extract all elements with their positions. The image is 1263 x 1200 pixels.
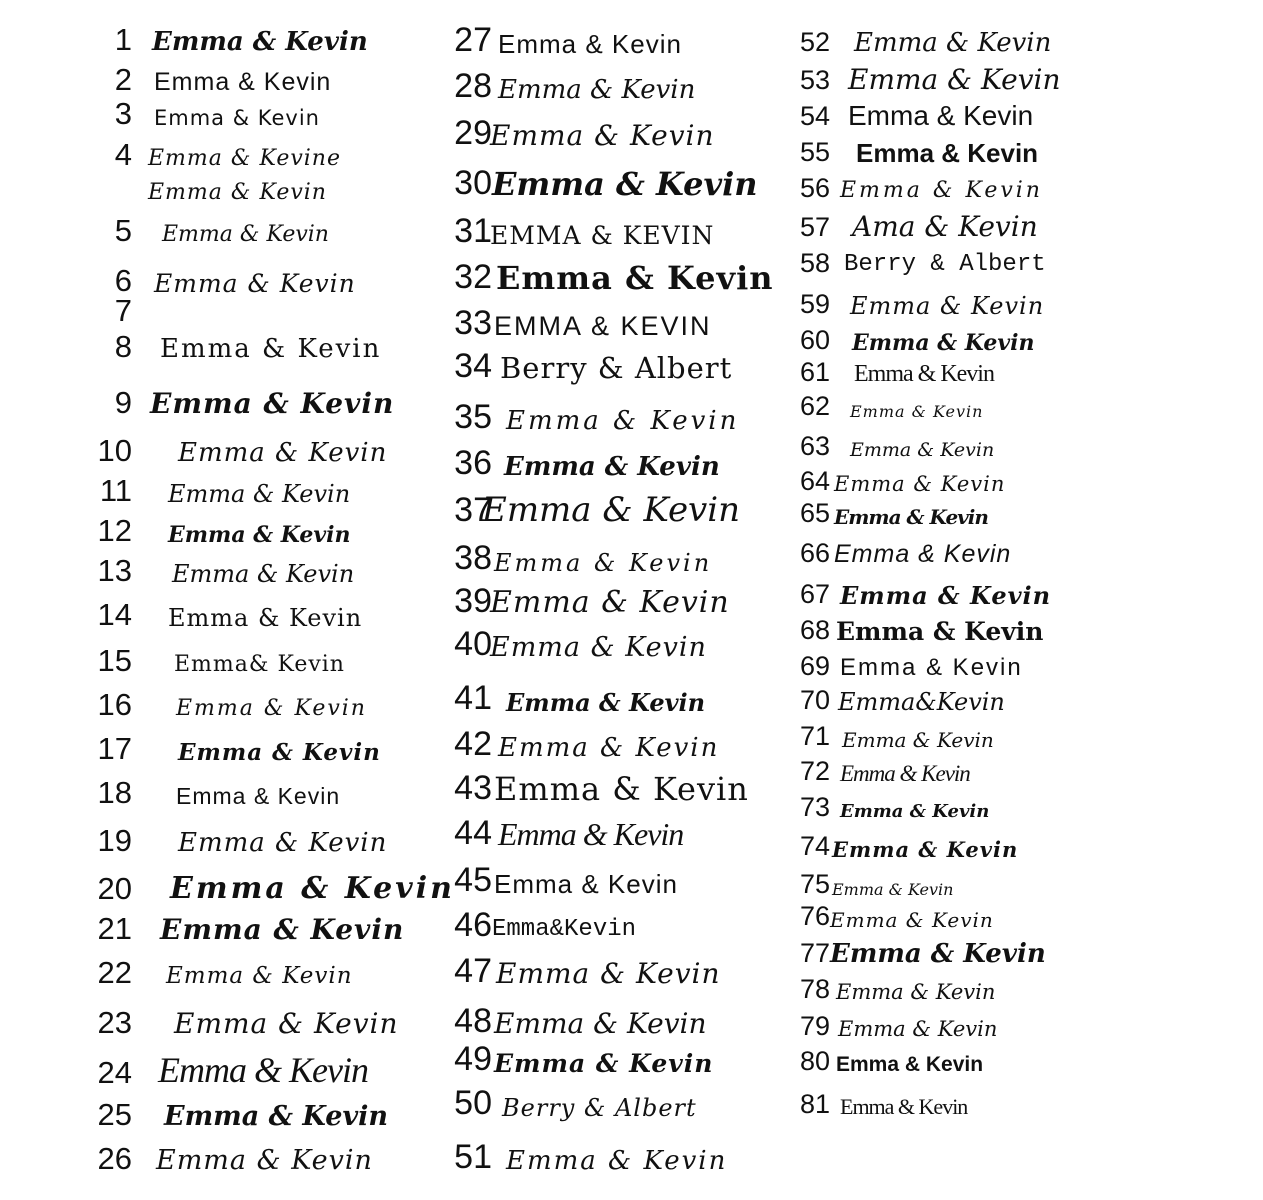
font-sample-entry [82, 546, 412, 586]
font-sample-text: EMMA & KEVIN [490, 221, 715, 250]
font-sample-text: Emma & Kevin [494, 549, 713, 577]
font-sample-entry [792, 201, 1122, 241]
font-sample-text: Emma & Kevin [494, 1007, 707, 1040]
font-sample-text: Emma & Kevin [158, 1050, 368, 1090]
font-sample-text: Emma & Kevin [498, 75, 696, 105]
font-number: 37 [454, 491, 492, 529]
font-sample-entry [792, 527, 1122, 567]
font-sample-text: Emma & Kevin [152, 27, 368, 57]
font-number: 52 [799, 27, 830, 57]
font-sample-entry [444, 487, 774, 530]
font-sample-text: Emma & Kevin [840, 1094, 968, 1119]
font-sample-entry [444, 300, 774, 340]
font-sample-entry [444, 621, 774, 661]
font-sample-text: Emma & Kevin [852, 330, 1035, 356]
font-number: 24 [97, 1055, 132, 1090]
font-sample-text: Emma & Kevin [156, 1145, 373, 1176]
font-sample-text: Emma & Kevin [176, 783, 341, 809]
font-number: 2 [114, 62, 132, 97]
font-sample-text: Emma & Kevin [168, 604, 363, 632]
font-number: 46 [454, 906, 492, 944]
font-sample-text: Emma & Kevin [832, 837, 1019, 862]
font-sample-text: Emma & Kevin [850, 439, 995, 461]
font-sample-entry [792, 1000, 1122, 1040]
font-number: 48 [454, 1002, 492, 1040]
font-sample-text: Emma & Kevin [506, 1146, 728, 1176]
font-number: 11 [99, 473, 132, 508]
font-sample-text: Emma & Kevin [172, 560, 355, 588]
font-sample-text: Emma & Kevin [836, 980, 996, 1004]
font-sample-text: Emma & Kevin [154, 106, 320, 130]
font-number: 12 [97, 513, 132, 548]
font-sample-entry [444, 902, 774, 942]
font-sample-entry [444, 63, 774, 103]
font-sample-text: Emma & Kevin [494, 1049, 714, 1078]
font-sample-entry [82, 89, 412, 129]
font-number: 26 [97, 1141, 132, 1176]
font-sample-entry [444, 765, 774, 808]
font-number: 20 [97, 871, 132, 906]
font-sample-entry [792, 568, 1122, 608]
font-sample-entry [444, 1134, 774, 1174]
font-number: 80 [799, 1046, 830, 1076]
font-sample-text: Emma & Kevin [504, 452, 720, 482]
font-number: 1 [114, 22, 132, 57]
font-sample-text: Emma & Kevin [840, 761, 970, 786]
font-sample-text: Emma & Kevin [830, 939, 1046, 969]
font-number: 41 [454, 679, 492, 717]
font-sample-text: Emma & Kevin [166, 963, 353, 989]
font-sample-entry [444, 17, 774, 57]
font-sample-entry [444, 578, 774, 618]
font-sample-text: Emma & Kevin [506, 688, 706, 717]
font-number: 71 [799, 721, 830, 751]
font-sample-entry [444, 857, 774, 897]
font-number: 72 [799, 756, 830, 786]
font-sample-text: Emma & Kevin [178, 438, 388, 468]
font-sample-text: Emma & Kevin [854, 28, 1052, 58]
font-sample-entry [82, 816, 412, 856]
font-number: 18 [97, 775, 132, 810]
font-number: 47 [454, 952, 492, 990]
font-number: 62 [799, 391, 830, 421]
font-sample-text: Emma & Kevin [842, 728, 994, 752]
font-number: 3 [114, 96, 132, 131]
font-sample-entry [82, 680, 412, 720]
font-number: 51 [454, 1138, 492, 1176]
font-sample-entry [792, 237, 1122, 277]
font-sample-entry [82, 1090, 412, 1130]
font-number: 35 [454, 398, 492, 436]
font-number: 45 [454, 861, 492, 899]
font-sample-text: Emma&Kevin [838, 688, 1005, 716]
font-sample-entry [792, 674, 1122, 714]
font-sample-entry [82, 636, 412, 676]
font-number: 53 [799, 65, 830, 95]
font-number: 15 [97, 643, 132, 678]
font-sample-text: Emma & Kevine [148, 146, 341, 171]
font-number: 64 [799, 466, 830, 496]
font-sample-text: Emma & Kevin [498, 733, 720, 763]
font-number: 76 [799, 901, 830, 931]
font-sample-text: Emma& Kevin [174, 652, 345, 677]
font-number: 60 [799, 325, 830, 355]
font-number: 67 [799, 579, 830, 609]
font-sample-text: Emma & Kevin [490, 632, 707, 663]
font-sample-entry [444, 948, 774, 988]
font-sample-text: Emma & Kevin [834, 540, 1012, 568]
font-sample-text: Emma & Kevin [838, 1017, 998, 1041]
font-sample-entry [82, 164, 412, 204]
font-number: 77 [799, 938, 830, 968]
font-sample-entry [792, 126, 1122, 166]
font-sample-text: Emma & Kevin [178, 828, 388, 858]
font-number: 32 [454, 258, 492, 296]
font-number: 56 [799, 173, 830, 203]
font-number: 73 [799, 792, 830, 822]
font-sample-entry [82, 590, 412, 630]
font-number: 5 [114, 213, 132, 248]
font-sample-text: Emma & Kevin [170, 871, 455, 906]
font-number: 68 [799, 615, 830, 645]
font-sample-text: Berry & Albert [844, 251, 1046, 278]
font-sample-entry [444, 254, 774, 297]
font-sample-entry [792, 890, 1122, 930]
font-number: 6 [114, 263, 132, 298]
font-sample-entry [82, 206, 412, 246]
font-sample-text: Emma & Kevin [830, 908, 994, 932]
font-sample-text: Emma & Kevin [150, 387, 395, 420]
font-sample-text: Emma & Kevin [840, 801, 990, 822]
font-sample-entry [792, 710, 1122, 750]
font-sample-text: Emma & Kevin [834, 505, 988, 529]
font-number: 4 [114, 137, 132, 172]
font-sample-text: Emma & Kevin [174, 1007, 399, 1040]
font-sample-entry [444, 440, 774, 480]
font-sample-entry [444, 998, 774, 1038]
font-number: 8 [114, 329, 132, 364]
font-number: 27 [454, 21, 492, 59]
font-number: 61 [799, 357, 830, 387]
font-number: 38 [454, 539, 492, 577]
font-number: 50 [454, 1084, 492, 1122]
font-sample-entry [792, 278, 1122, 318]
font-sample-entry [792, 90, 1122, 130]
font-sample-text: Emma & Kevin [482, 490, 741, 530]
font-number: 21 [97, 911, 132, 946]
font-number: 70 [799, 685, 830, 715]
font-number: 42 [454, 725, 492, 763]
font-number: 40 [454, 625, 492, 663]
font-number: 75 [799, 869, 830, 899]
font-number: 59 [799, 289, 830, 319]
font-sample-entry [82, 1134, 412, 1174]
font-sample-text: Emma & Kevin [162, 222, 329, 247]
font-sample-text: Ama & Kevin [852, 210, 1038, 243]
font-sample-entry [82, 15, 412, 55]
font-sample-text: Emma & Kevin [168, 480, 351, 508]
font-sample-entry [792, 781, 1122, 821]
font-sample-text: Emma & Kevin [148, 180, 327, 205]
font-sample-text: Emma & Kevin [506, 406, 740, 436]
font-number: 17 [97, 731, 132, 766]
font-sample-text: Emma & Kevin [840, 654, 1023, 681]
font-number: 22 [97, 955, 132, 990]
font-sample-text: Emma & Kevin [490, 585, 730, 620]
font-sample-entry [444, 535, 774, 575]
font-sample-entry [792, 420, 1122, 460]
font-number: 25 [97, 1097, 132, 1132]
font-sample-text: Emma & Kevin [492, 165, 758, 203]
font-sample-text: Emma & Kevin [160, 334, 382, 364]
font-sample-text: Emma & Kevin [856, 138, 1039, 168]
font-sample-entry [82, 506, 412, 546]
font-sample-text: Emma & Kevin [498, 29, 682, 59]
font-sample-entry [792, 927, 1122, 967]
font-number: 7 [114, 293, 132, 328]
font-sample-entry [444, 394, 774, 434]
font-sample-entry [444, 721, 774, 761]
font-sample-entry [444, 1036, 774, 1076]
font-sample-entry [444, 208, 774, 248]
font-sample-entry [792, 380, 1122, 420]
font-sample-text: Emma & Kevin [848, 100, 1034, 131]
font-sample-text: Emma & Kevin [176, 696, 367, 721]
font-sample-text: Emma & Kevin [164, 1101, 389, 1132]
font-number: 43 [454, 769, 492, 807]
font-number: 57 [799, 212, 830, 242]
font-sample-entry [444, 343, 774, 383]
font-number: 31 [454, 212, 492, 250]
font-number: 79 [799, 1011, 830, 1041]
font-sample-entry [82, 426, 412, 466]
font-sample-text: Emma & Kevin [836, 617, 1044, 646]
font-sample-text: Berry & Albert [500, 351, 733, 385]
font-number: 10 [97, 433, 132, 468]
font-sample-text: Emma & Kevin [178, 739, 381, 766]
font-sample-entry [82, 286, 412, 326]
font-sample-entry [444, 675, 774, 715]
font-number: 13 [97, 553, 132, 588]
font-sample-entry [82, 1048, 412, 1088]
font-sample-entry [792, 54, 1122, 94]
font-sample-entry [792, 963, 1122, 1003]
font-number: 36 [454, 444, 492, 482]
font-number: 44 [454, 814, 492, 852]
font-sample-entry [82, 466, 412, 506]
font-sample-text: Berry & Albert [502, 1094, 697, 1122]
font-sample-text: Emma & Kevin [490, 119, 715, 152]
font-sample-text: Emma & Kevin [848, 63, 1061, 96]
font-number: 34 [454, 347, 492, 385]
font-sample-entry [444, 110, 774, 150]
font-sample-entry [82, 998, 412, 1038]
font-number: 65 [799, 498, 830, 528]
font-sample-entry [792, 162, 1122, 202]
font-sample-entry [82, 768, 412, 808]
font-sample-entry [792, 604, 1122, 644]
font-number: 30 [454, 164, 492, 202]
font-sample-text: Emma & Kevin [494, 770, 749, 808]
font-number: 9 [114, 385, 132, 420]
font-sample-text: Emma & Kevin [498, 816, 684, 852]
font-sample-entry [444, 810, 774, 850]
font-number: 58 [799, 248, 830, 278]
font-sample-entry [444, 160, 774, 203]
font-sample-entry [444, 1080, 774, 1120]
font-number: 78 [799, 974, 830, 1004]
font-sample-text: Emma & Kevin [154, 68, 332, 96]
font-sample-entry [82, 378, 412, 418]
font-sample-text: Emma & Kevin [850, 402, 984, 421]
font-sample-entry [792, 487, 1122, 527]
font-number: 29 [454, 114, 492, 152]
font-number: 14 [97, 597, 132, 632]
font-sample-text: Emma & Kevin [840, 581, 1052, 610]
font-sample-entry [82, 724, 412, 764]
font-sample-text: Emma & Kevin [160, 913, 405, 946]
font-sample-text: Emma & Kevin [496, 259, 774, 297]
font-sample-text: Emma & Kevin [854, 361, 994, 387]
font-sample-text: Emma & Kevin [494, 869, 678, 899]
font-sample-text: Emma & Kevin [496, 957, 721, 990]
font-number: 55 [799, 137, 830, 167]
font-number: 33 [454, 304, 492, 342]
font-number: 23 [97, 1005, 132, 1040]
font-sample-entry [792, 820, 1122, 860]
font-sample-text: Emma & Kevin [850, 292, 1045, 320]
font-sample-text: Emma & Kevin [168, 522, 351, 548]
font-sample-entry [792, 745, 1122, 785]
font-number: 74 [799, 831, 830, 861]
font-sample-entry [792, 16, 1122, 56]
font-sample-text: Emma & Kevin [154, 269, 356, 298]
font-sample-entry [792, 1078, 1122, 1118]
font-number: 19 [97, 823, 132, 858]
font-number: 49 [454, 1040, 492, 1078]
font-sample-text: Emma & Kevin [834, 472, 1006, 496]
font-sample-entry [82, 322, 412, 362]
font-sample-text: Emma & Kevin [840, 178, 1043, 203]
font-number: 28 [454, 67, 492, 105]
font-number: 39 [454, 582, 492, 620]
font-sample-entry [792, 1035, 1122, 1075]
font-sample-text: EMMA & KEVIN [494, 311, 712, 341]
font-sample-entry [82, 948, 412, 988]
font-sample-text: Emma&Kevin [492, 916, 637, 943]
font-sample-text: Emma & Kevin [836, 1053, 984, 1076]
font-number: 63 [799, 431, 830, 461]
font-sample-text: Emma & Kevin [832, 880, 954, 899]
font-sample-entry [82, 864, 455, 906]
font-number: 81 [799, 1089, 830, 1119]
font-number: 66 [799, 538, 830, 568]
font-number: 54 [799, 101, 830, 131]
font-sample-entry [82, 904, 412, 944]
font-number: 16 [97, 687, 132, 722]
font-number: 69 [799, 651, 830, 681]
